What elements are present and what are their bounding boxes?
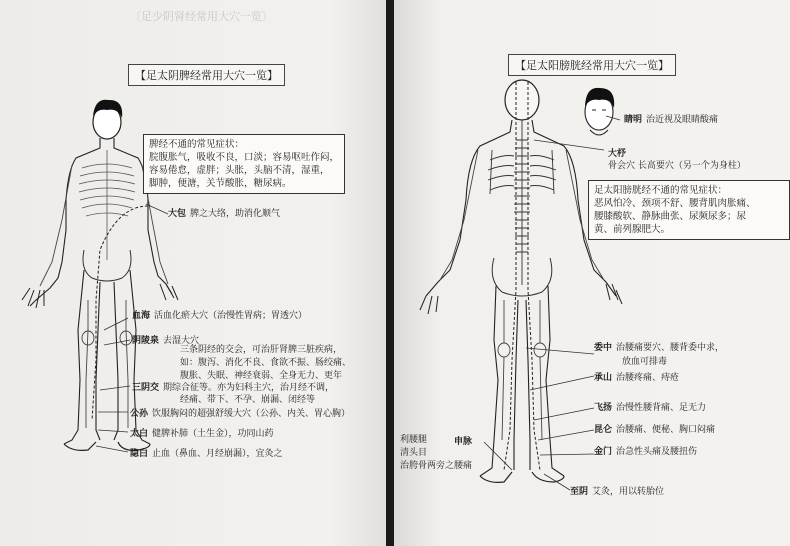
point-yinlingquan-desc: 去湿大穴 xyxy=(163,336,200,346)
right-symptoms-line4: 黄、前列腺肥大。 xyxy=(594,224,671,235)
point-yinlingquan-name: 阴陵泉 xyxy=(132,336,160,346)
point-yinbai-desc: 止血（鼻血、月经崩漏），宜灸之 xyxy=(152,449,283,459)
right-page xyxy=(394,0,790,546)
sanyinjiao-note xyxy=(180,344,351,383)
point-taibai-desc: 健脾补肺（土生金），功同山药 xyxy=(152,429,274,439)
left-symptoms-line2: 脘腹胀气，吸收不良，口淡；容易呕吐作闷， xyxy=(149,152,340,163)
point-dazhu-name: 大杼 xyxy=(608,149,627,159)
point-dabao xyxy=(168,208,280,220)
point-jingming xyxy=(624,114,718,126)
point-weizhong-desc2: 放血可排毒 xyxy=(622,357,668,367)
point-gongsun xyxy=(130,408,350,420)
point-weizhong-cont xyxy=(622,356,667,368)
point-sanyinjiao-name: 三阴交 xyxy=(132,383,160,393)
point-xuehai-desc: 活血化瘀大穴（治慢性胃病；胃透穴） xyxy=(154,311,308,321)
point-shenmai-line1: 利腰腿 xyxy=(400,435,428,445)
point-jingming-desc: 治近视及眼睛酸痛 xyxy=(646,115,719,125)
point-gongsun-desc: 饮服胸闷的超强舒缓大穴（公孙、内关、胃心胸） xyxy=(152,409,351,419)
point-dazhu-desc: 骨会穴 长高要穴（另一个为身柱） xyxy=(608,161,746,171)
sanyinjiao-note-line3: 腹胀、失眠、神经衰弱、全身无力、更年 xyxy=(180,371,343,381)
sanyinjiao-note-line4: 经痛、带下、不孕、崩漏、闭经等 xyxy=(180,395,316,405)
spleen-meridian-figure xyxy=(0,0,386,546)
right-title: 【足太阳膀胱经常用大穴一览】 xyxy=(508,54,676,76)
point-yinbai-name: 隐白 xyxy=(130,449,149,459)
point-kunlun-name: 昆仑 xyxy=(594,425,613,435)
point-dabao-name: 大包 xyxy=(168,209,187,219)
point-jingming-name: 睛明 xyxy=(624,115,643,125)
point-feiyang-name: 飞扬 xyxy=(594,403,613,413)
point-kunlun xyxy=(594,424,715,436)
point-chengshan-desc: 治腰疼痛、痔疮 xyxy=(616,373,680,383)
point-chengshan xyxy=(594,372,679,384)
left-symptoms-line1: 脾经不通的常见症状： xyxy=(149,139,245,150)
sanyinjiao-note-end xyxy=(180,394,315,407)
right-symptoms-line2: 恶风怕冷、颈项不舒、腰背肌肉胀痛、 xyxy=(594,198,756,209)
left-title: 【足太阴脾经常用大穴一览】 xyxy=(128,64,285,86)
point-shenmai-name: 申脉 xyxy=(454,437,473,447)
point-zhiyin-desc: 艾灸，用以转胎位 xyxy=(592,487,665,497)
right-symptoms-line3: 腰膝酸软、静脉曲张、尿频尿多；尿 xyxy=(594,211,747,222)
point-feiyang xyxy=(594,402,706,414)
point-zhiyin-name: 至阴 xyxy=(570,487,589,497)
point-weizhong xyxy=(594,342,724,354)
point-shenmai-line2: 清头目 xyxy=(400,448,428,458)
right-symptoms-box xyxy=(588,180,790,240)
left-symptoms-box xyxy=(143,134,345,194)
point-gongsun-name: 公孙 xyxy=(130,409,149,419)
point-xuehai-name: 血海 xyxy=(132,311,151,321)
point-weizhong-name: 委中 xyxy=(594,343,613,353)
left-page xyxy=(0,0,386,546)
point-jinmen-desc: 治急性头痛及腰扭伤 xyxy=(616,447,698,457)
point-taibai-name: 太白 xyxy=(130,429,149,439)
point-dabao-desc: 脾之大络，助消化顺气 xyxy=(190,209,281,219)
point-weizhong-desc: 治腰痛要穴、腰背委中求， xyxy=(616,343,725,353)
right-symptoms-line1: 足太阳膀胱经不通的常见症状： xyxy=(594,185,728,196)
sanyinjiao-note-line1: 三条阴经的交会，可治肝肾脾三脏疾病， xyxy=(180,345,343,355)
point-jinmen xyxy=(594,446,697,458)
point-sanyinjiao-desc: 期综合征等。亦为妇科主穴，治月经不调， xyxy=(163,383,335,393)
point-kunlun-desc: 治腰痛、便秘、胸口闷痛 xyxy=(616,425,716,435)
point-shenmai-line3: 治胯骨两旁之腰痛 xyxy=(400,461,473,471)
ghost-header: 〔足少阴肾经常用大穴一览〕 xyxy=(130,10,273,23)
point-xuehai xyxy=(132,310,307,322)
point-sanyinjiao xyxy=(132,382,334,394)
point-yinbai xyxy=(130,448,283,460)
point-taibai xyxy=(130,428,274,440)
point-jinmen-name: 金门 xyxy=(594,447,613,457)
left-symptoms-line4: 脚肿，便溏，关节酸胀，糖尿病。 xyxy=(149,178,292,189)
point-feiyang-desc: 治慢性腰背痛、足无力 xyxy=(616,403,707,413)
point-chengshan-name: 承山 xyxy=(594,373,613,383)
sanyinjiao-note-line2: 如：腹泻、消化不良、食欲不振、肠绞痛、 xyxy=(180,358,352,368)
left-symptoms-line3: 容易倦怠，虚胖；头胀，头脑不清，湿重， xyxy=(149,165,330,176)
point-zhiyin xyxy=(570,486,664,498)
point-dazhu xyxy=(608,148,746,172)
